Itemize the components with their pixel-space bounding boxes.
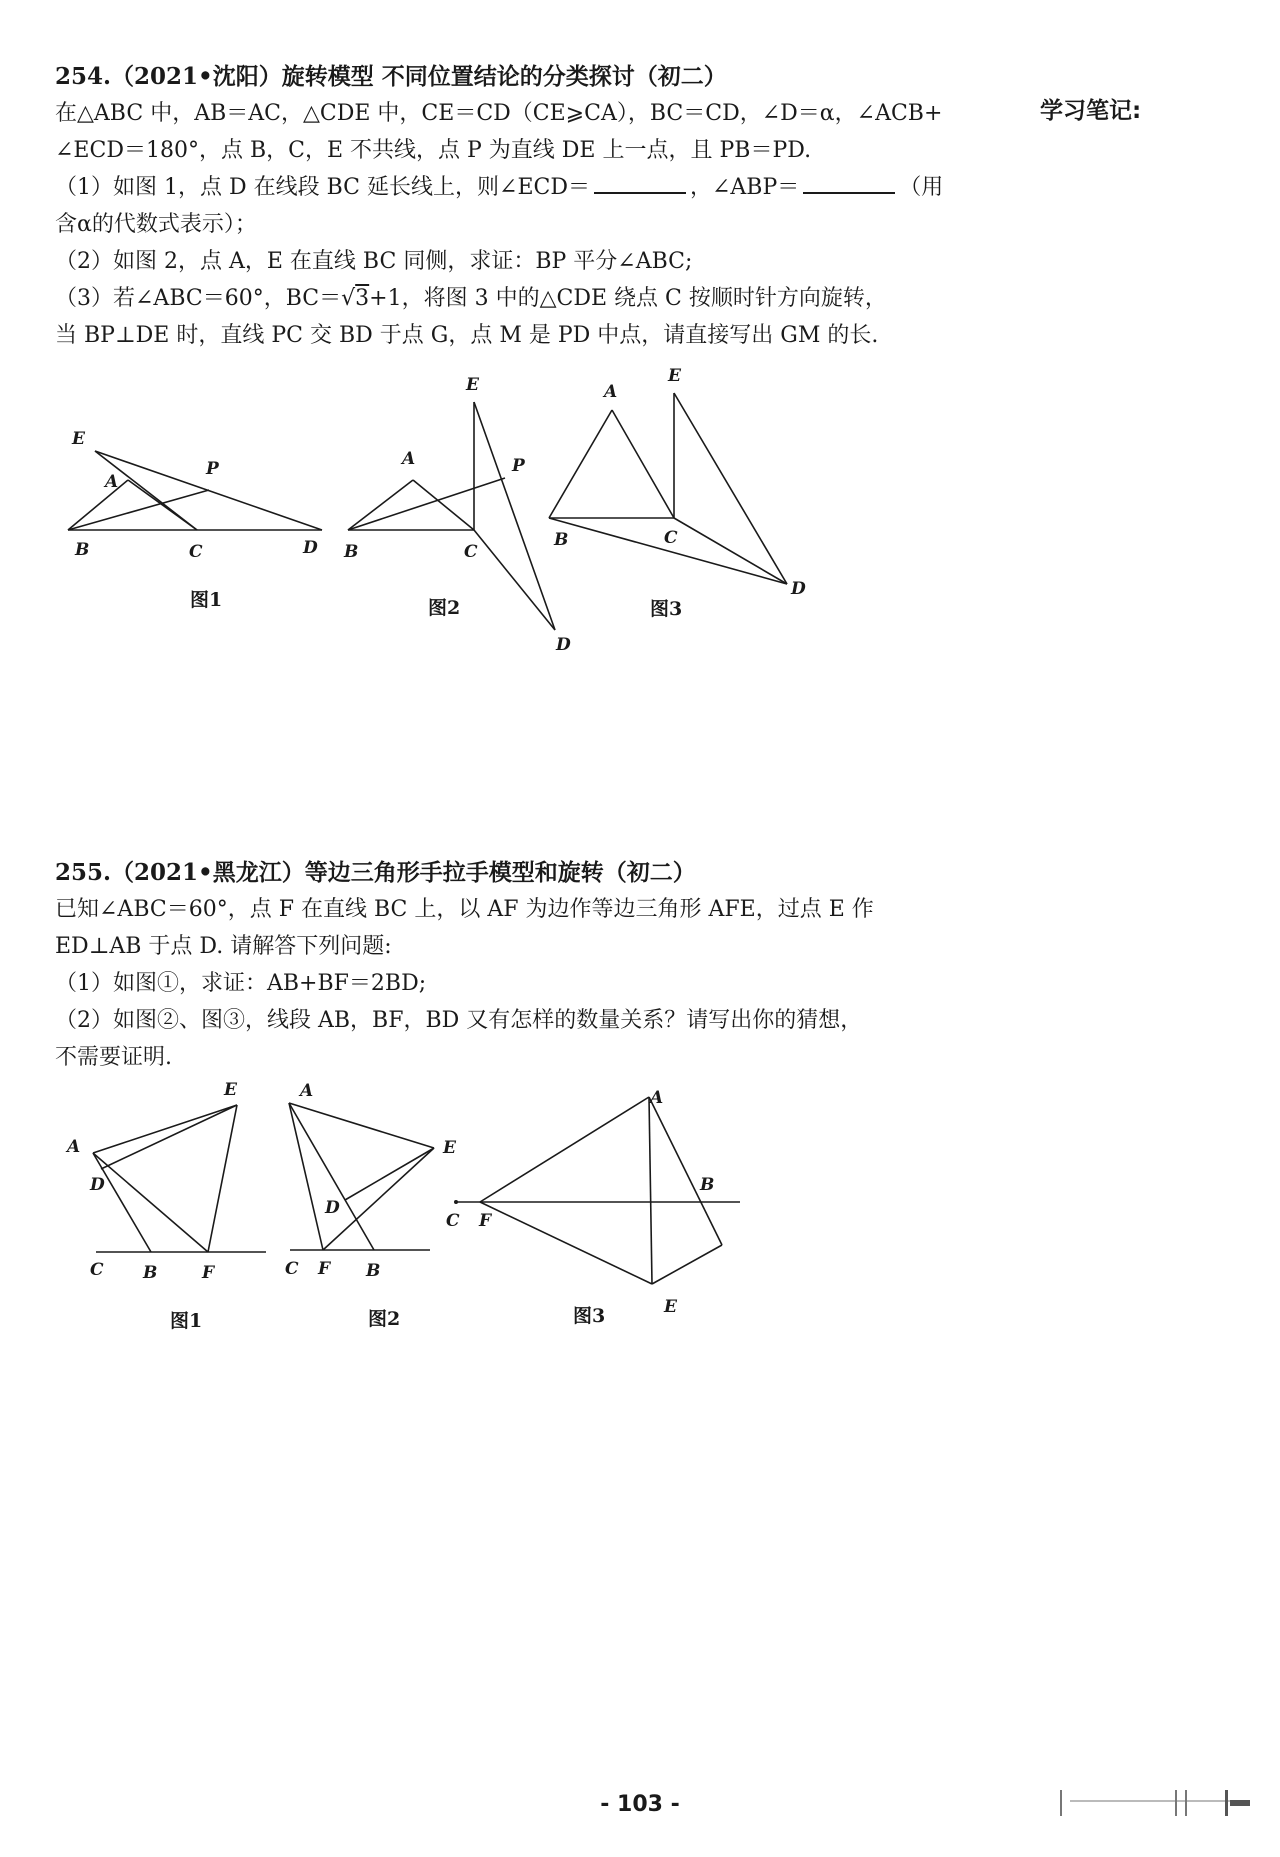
p255-figure-3	[446, 1088, 740, 1327]
fig3-label-D: D	[791, 579, 806, 599]
fig2-label-P: P	[512, 456, 525, 476]
segment-AD	[649, 1097, 722, 1245]
segment-FE	[480, 1202, 652, 1284]
fig2-label-D: D	[556, 635, 571, 655]
p255-fig1-label-B: B	[143, 1263, 158, 1283]
fig3-label-E: E	[668, 366, 681, 386]
p254-q1-text-a: （1）如图 1，点 D 在线段 BC 延长线上，则∠ECD＝	[55, 175, 590, 200]
segment-FA	[480, 1097, 649, 1202]
p255-fig1-label-D: D	[90, 1175, 105, 1195]
p255-line-1: 已知∠ABC＝60°，点 F 在直线 BC 上，以 AF 为边作等边三角形 AFE，过点 E 作	[55, 897, 874, 922]
fig1-caption: 图1	[190, 589, 223, 611]
segment-ED	[674, 393, 787, 584]
fig2-caption: 图2	[428, 597, 461, 619]
p254-figure-3	[549, 366, 806, 620]
p255-fig3-caption: 图3	[573, 1305, 606, 1327]
segment-BA	[348, 480, 413, 530]
study-notes-label: 学习笔记:	[1040, 98, 1142, 124]
p255-fig2-label-B: B	[366, 1261, 381, 1281]
segment-DE	[652, 1245, 722, 1284]
p255-figure-2	[285, 1081, 457, 1330]
p255-fig1-label-C: C	[90, 1260, 104, 1280]
segment-ED	[474, 402, 555, 630]
segment-AF	[93, 1153, 208, 1252]
p254-q1-text-b: ，∠ABP＝	[689, 175, 800, 200]
p254-figure-1	[68, 429, 322, 611]
fig3-label-B: B	[554, 530, 569, 550]
segment-ED	[101, 1105, 237, 1169]
p255-line-3: （1）如图①，求证：AB+BF＝2BD;	[55, 971, 427, 996]
p254-q3-text-a: （3）若∠ABC＝60°，BC＝	[55, 286, 342, 311]
p254-line-5: （2）如图 2，点 A，E 在直线 BC 同侧，求证：BP 平分∠ABC;	[55, 249, 693, 274]
p255-figure-1	[65, 1080, 266, 1332]
p255-fig3-label-E: E	[664, 1297, 677, 1317]
p255-fig2-label-F: F	[318, 1259, 331, 1279]
page-number: - 103 -	[600, 1792, 680, 1817]
p254-line-4: 含α的代数式表示）；	[55, 212, 257, 237]
p254-q3-text-b: +1，将图 3 中的△CDE 绕点 C 按顺时针方向旋转，	[369, 286, 887, 311]
p255-fig1-label-E: E	[224, 1080, 237, 1100]
segment-AE	[649, 1097, 652, 1284]
p255-fig2-label-D: D	[325, 1198, 340, 1218]
problem-255-title: 255.（2021•黑龙江）等边三角形手拉手模型和旋转（初二）	[55, 859, 696, 886]
problem-254-title: 254.（2021•沈阳）旋转模型 不同位置结论的分类探讨（初二）	[55, 63, 727, 90]
p255-fig3-label-F: F	[479, 1211, 492, 1231]
p255-fig3-label-C: C	[446, 1211, 460, 1231]
fig2-label-B: B	[344, 542, 359, 562]
p255-fig2-label-C: C	[285, 1259, 299, 1279]
p255-line-5: 不需要证明.	[55, 1045, 172, 1070]
segment-ED	[345, 1148, 434, 1200]
fig2-label-E: E	[466, 375, 479, 395]
p255-fig1-label-F: F	[202, 1263, 215, 1283]
segment-EF	[208, 1105, 237, 1252]
fig1-label-D: D	[303, 538, 318, 558]
p255-fig2-caption: 图2	[368, 1308, 401, 1330]
segment-BA	[68, 480, 128, 530]
fig1-label-B: B	[75, 540, 90, 560]
p255-line-4: （2）如图②、图③，线段 AB，BF，BD 又有怎样的数量关系？请写出你的猜想，	[55, 1008, 863, 1033]
sqrt-radicand: 3	[355, 286, 370, 311]
p254-line-2: ∠ECD＝180°，点 B，C，E 不共线，点 P 为直线 DE 上一点，且 PB＝PD.	[55, 138, 812, 163]
segment-BP	[348, 478, 505, 530]
segment-CD	[474, 530, 555, 630]
p254-figure-2	[343, 375, 571, 655]
p254-line-1: 在△ABC 中，AB＝AC，△CDE 中，CE＝CD（CE⩾CA），BC＝CD，∠D＝α，∠ACB+	[55, 101, 943, 126]
point-C	[454, 1200, 458, 1204]
p255-fig3-label-B: B	[700, 1175, 715, 1195]
p255-fig1-caption: 图1	[170, 1310, 203, 1332]
p254-line-6: （3）若∠ABC＝60°，BC＝√3+1，将图 3 中的△CDE 绕点 C 按顺时针方向旋转，	[55, 286, 887, 311]
p255-fig1-label-A: A	[67, 1137, 81, 1157]
segment-CD	[674, 518, 787, 584]
p255-fig3-label-A: A	[650, 1088, 664, 1108]
fig3-label-C: C	[664, 528, 678, 548]
segment-BA	[549, 410, 612, 518]
p255-fig2-label-A: A	[300, 1081, 314, 1101]
p255-fig2-label-E: E	[443, 1138, 456, 1158]
fig1-label-A: A	[105, 472, 119, 492]
fig1-label-E: E	[72, 429, 85, 449]
fig2-label-A: A	[402, 449, 416, 469]
p255-line-2: ED⊥AB 于点 D. 请解答下列问题:	[55, 934, 392, 959]
segment-AE	[93, 1105, 237, 1153]
fig3-label-A: A	[604, 382, 618, 402]
fig3-caption: 图3	[650, 598, 683, 620]
fig1-label-C: C	[189, 542, 203, 562]
p254-line-7: 当 BP⊥DE 时，直线 PC 交 BD 于点 G，点 M 是 PD 中点，请直接写出 GM 的长.	[55, 323, 879, 348]
segment-AC	[612, 410, 674, 518]
segment-AF	[289, 1103, 323, 1250]
fig2-label-C: C	[464, 542, 478, 562]
fig1-label-P: P	[206, 459, 219, 479]
p254-q1-text-c: （用	[899, 175, 944, 200]
